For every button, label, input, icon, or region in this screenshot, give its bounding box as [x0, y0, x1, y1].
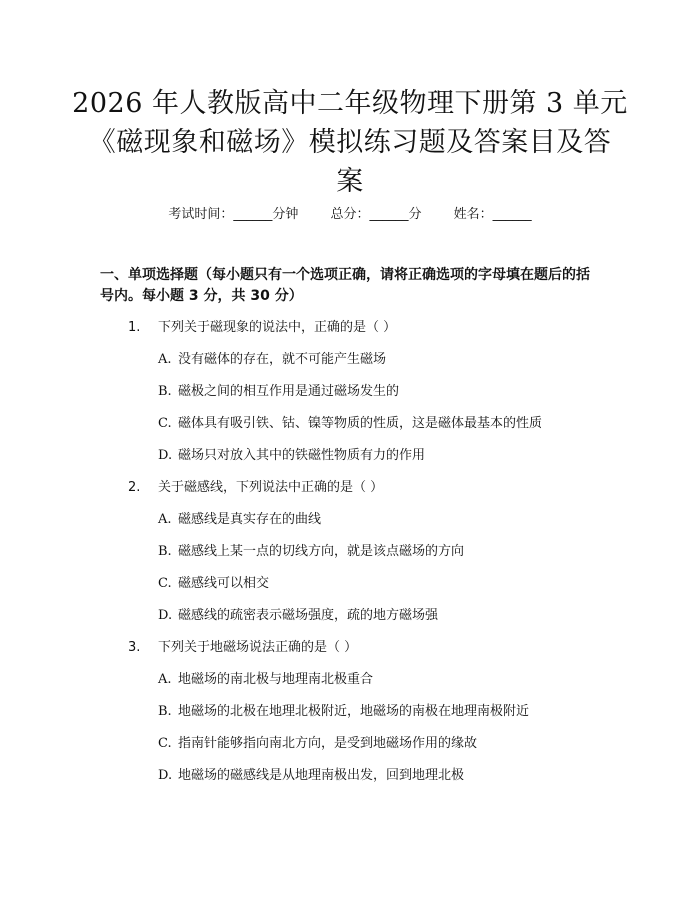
option-text: 地磁场的磁感线是从地理南极出发，回到地理北极: [178, 768, 465, 783]
question-3: [128, 639, 608, 657]
option-letter: B.: [158, 704, 172, 719]
section-heading: 一、单项选择题（每小题只有一个选项正确，请将正确选项的字母填在题后的括号内。每小题 3 分，共 30 分）: [100, 267, 590, 304]
option-letter: C.: [158, 736, 172, 751]
option-letter: D.: [158, 448, 173, 463]
document-title: [60, 84, 640, 201]
title-line-3: 案: [336, 166, 364, 197]
question-2-option-a: [158, 511, 618, 529]
option-text: 地磁场的北极在地理北极附近，地磁场的南极在地理南极附近: [178, 704, 530, 719]
option-letter: D.: [158, 608, 173, 623]
question-3-option-d: [158, 767, 618, 785]
question-3-option-b: [158, 703, 618, 721]
question-2: [128, 479, 608, 497]
question-3-option-a: [158, 671, 618, 689]
question-2-option-d: [158, 607, 618, 625]
question-number: 2.: [128, 480, 141, 495]
option-text: 磁感线可以相交: [178, 576, 270, 591]
option-text: 没有磁体的存在，就不可能产生磁场: [178, 352, 387, 367]
option-letter: C.: [158, 576, 172, 591]
title-line-2: 《磁现象和磁场》模拟练习题及答案目及答: [88, 127, 612, 158]
question-text: 下列关于磁现象的说法中，正确的是（ ）: [158, 320, 397, 335]
question-1-option-c: [158, 415, 618, 433]
option-letter: D.: [158, 768, 173, 783]
option-text: 地磁场的南北极与地理南北极重合: [178, 672, 374, 687]
option-text: 磁感线的疏密表示磁场强度，疏的地方磁场强: [178, 608, 439, 623]
option-text: 磁极之间的相互作用是通过磁场发生的: [178, 384, 400, 399]
question-text: 关于磁感线，下列说法中正确的是（ ）: [158, 480, 384, 495]
question-3-option-c: [158, 735, 618, 753]
option-text: 指南针能够指向南北方向，是受到地磁场作用的缘故: [178, 736, 478, 751]
option-letter: A.: [158, 512, 172, 527]
option-letter: A.: [158, 352, 172, 367]
question-number: 1.: [128, 320, 141, 335]
question-1-option-a: [158, 351, 618, 369]
question-number: 3.: [128, 640, 141, 655]
option-text: 磁场只对放入其中的铁磁性物质有力的作用: [178, 448, 426, 463]
question-text: 下列关于地磁场说法正确的是（ ）: [158, 640, 358, 655]
exam-info-line: [0, 206, 700, 224]
question-2-option-b: [158, 543, 618, 561]
option-letter: B.: [158, 384, 172, 399]
option-text: 磁感线是真实存在的曲线: [178, 512, 322, 527]
title-line-1: 2026 年人教版高中二年级物理下册第 3 单元: [72, 88, 628, 119]
option-letter: B.: [158, 544, 172, 559]
question-1: [128, 319, 608, 337]
exam-total-score: 总分：______分: [330, 207, 422, 222]
exam-time: 考试时间：______分钟: [168, 207, 299, 222]
question-2-option-c: [158, 575, 618, 593]
option-text: 磁体具有吸引铁、钴、镍等物质的性质，这是磁体最基本的性质: [178, 416, 543, 431]
option-letter: A.: [158, 672, 172, 687]
question-1-option-d: [158, 447, 618, 465]
option-text: 磁感线上某一点的切线方向，就是该点磁场的方向: [178, 544, 465, 559]
question-1-option-b: [158, 383, 618, 401]
option-letter: C.: [158, 416, 172, 431]
student-name: 姓名：______: [453, 207, 532, 222]
